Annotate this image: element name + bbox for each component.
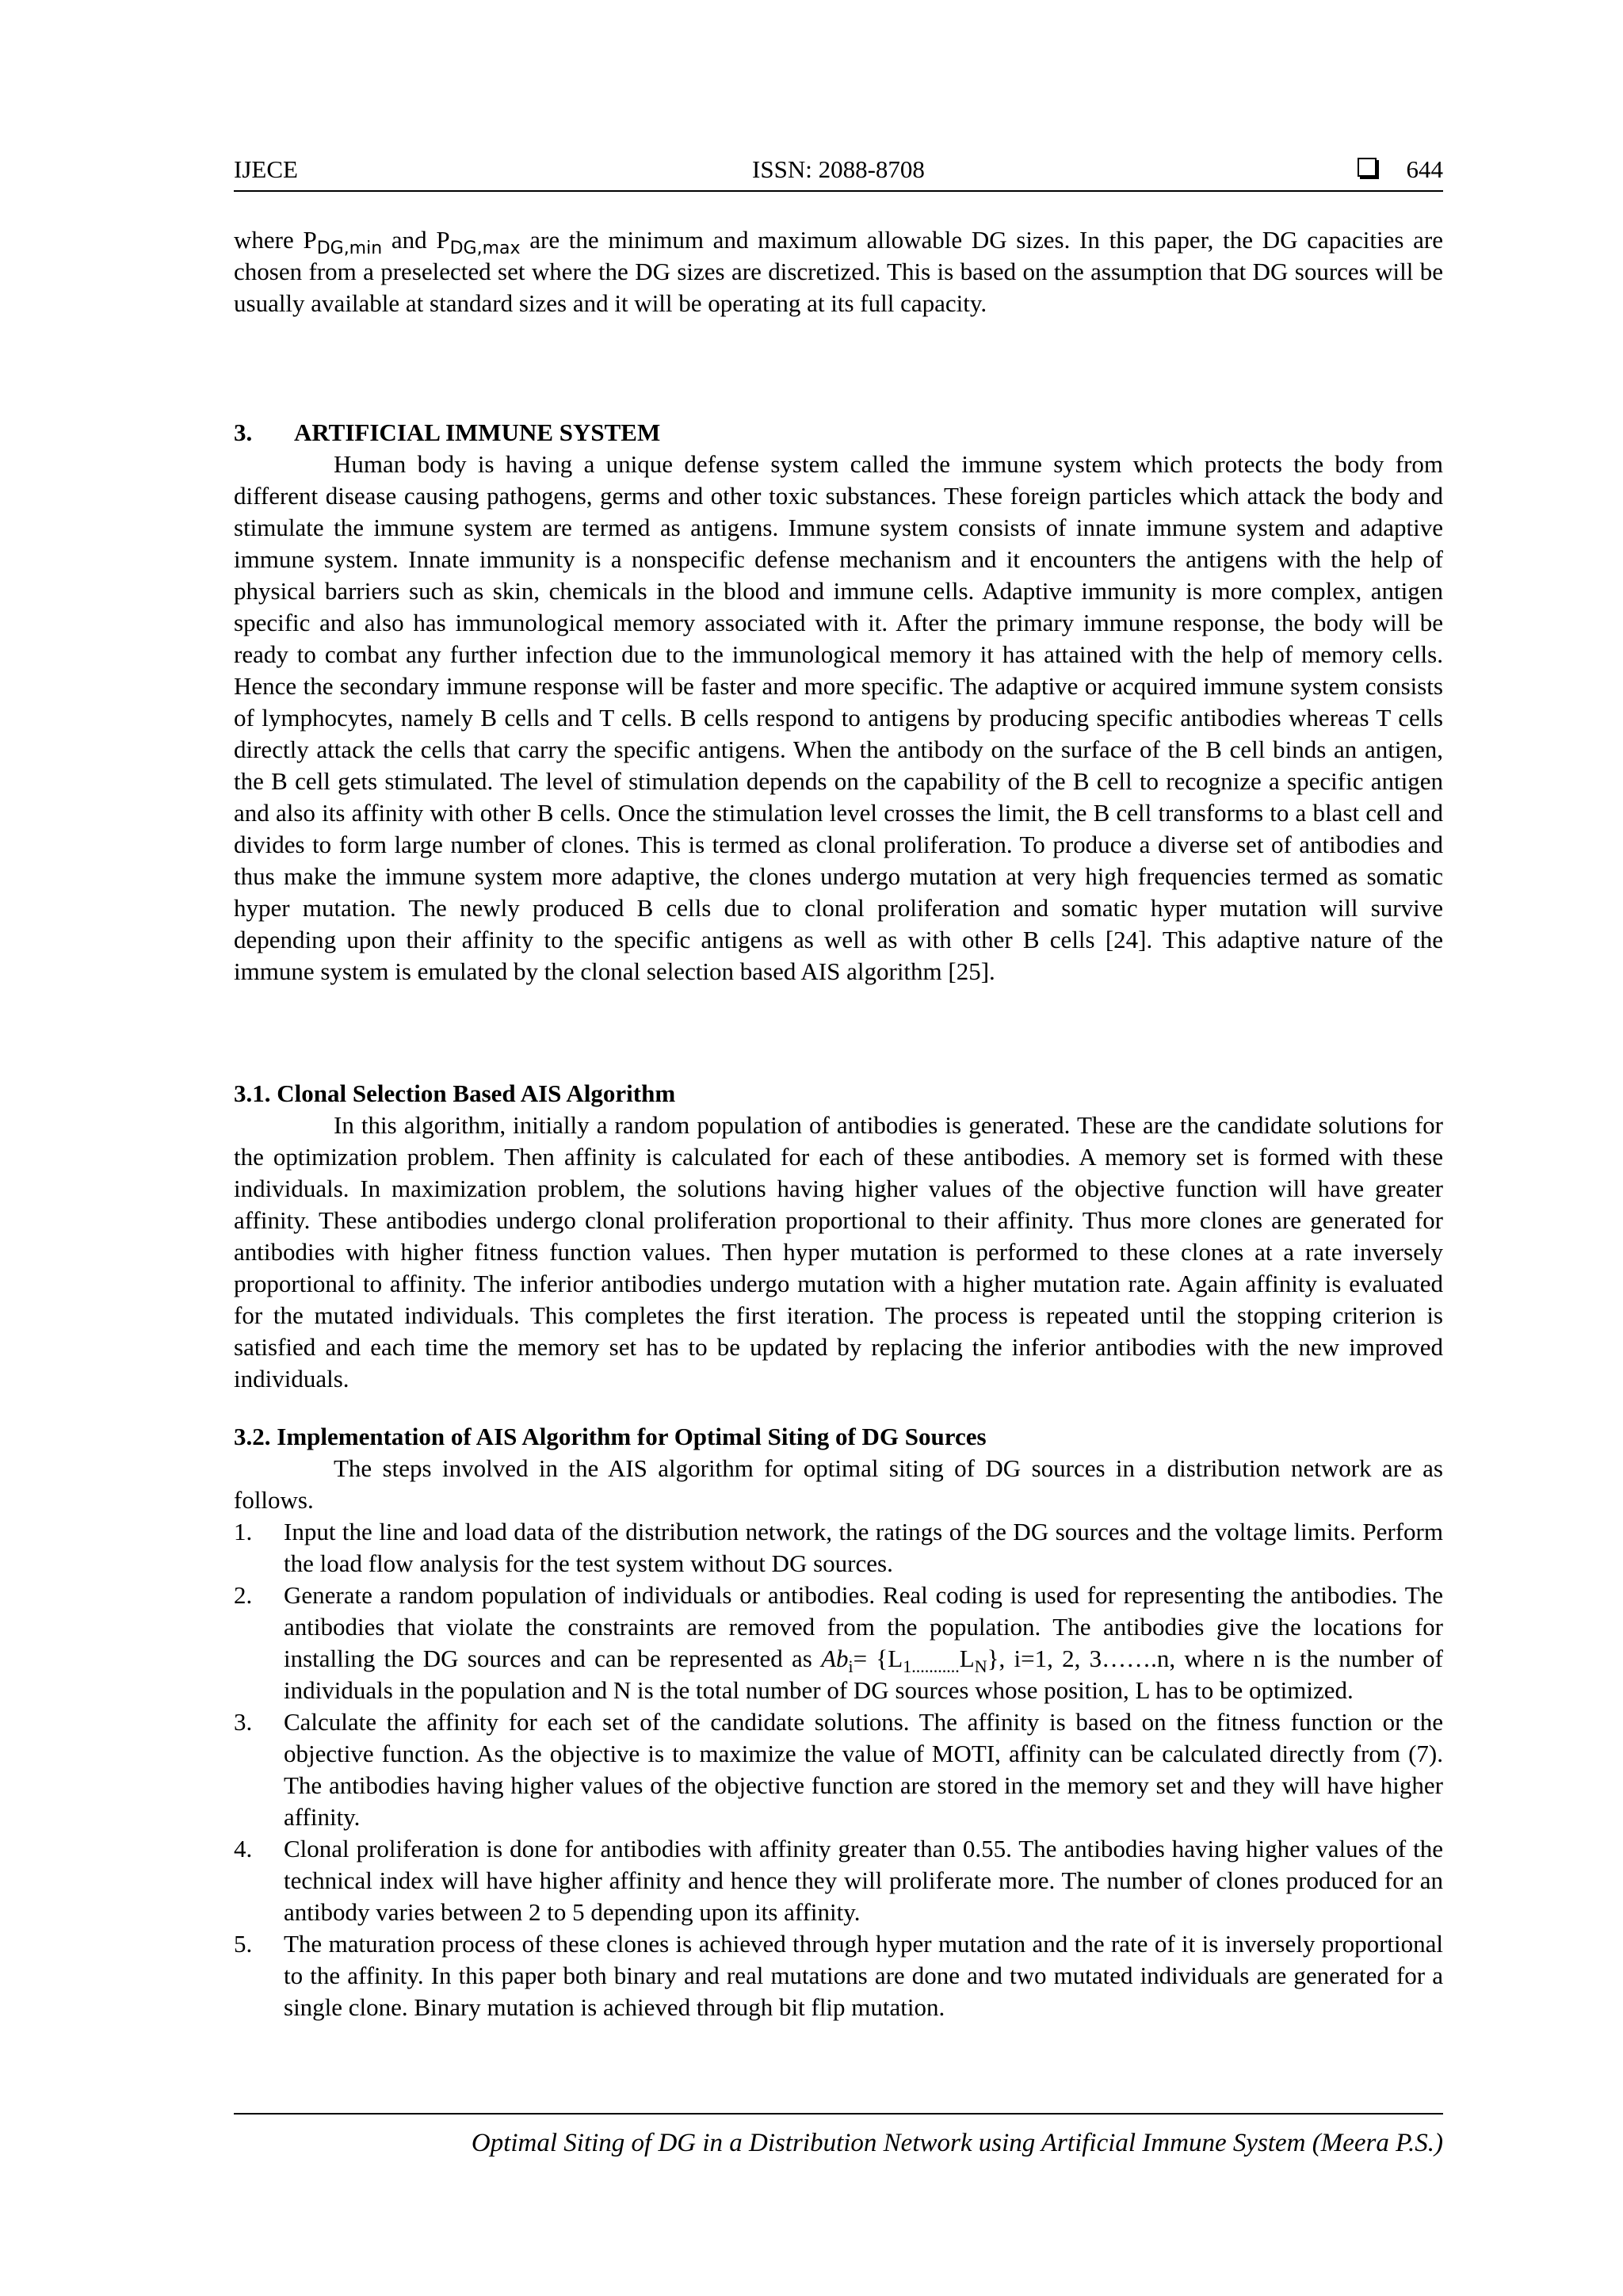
journal-name: IJECE xyxy=(234,155,298,183)
section-3-2-intro: The steps involved in the AIS algorithm for optimal siting of DG sources in a distribution network are as follows. xyxy=(234,1454,1443,1514)
intro-block xyxy=(234,224,1443,319)
page-header xyxy=(234,155,1443,192)
section-3-2 xyxy=(234,1421,1443,2023)
intro-paragraph: where $P_{DG,min}$ and $P_{DG,max}$ are the minimum and maximum allowable DG sizes. In this paper, the DG capacities are chosen from a preselected set where the DG sizes are discretized. This is based on the assumption that DG sources will be usually available at standard sizes and it will be operating at its full capacity. xyxy=(234,226,1443,317)
steps-list xyxy=(234,1516,1443,2023)
list-item: 1. Input the line and load data of the distribution network, the ratings of the DG sources and the voltage limits. Perform the load flow analysis for the test system without DG sources. xyxy=(234,1518,1443,1577)
subsection-title: 3.2. Implementation of AIS Algorithm for Optimal Siting of DG Sources xyxy=(234,1423,987,1450)
issn: ISSN: 2088-8708 xyxy=(752,155,925,183)
section-3-1 xyxy=(234,1078,1443,1395)
section-3-1-paragraph: In this algorithm, initially a random population of antibodies is generated. These are the candidate solutions for the optimization problem. Then affinity is calculated for each of these antibodies. A memory set is formed with these individuals. In maximization problem, the solutions having higher values of the objective function will have greater affinity. These antibodies undergo clonal proliferation proportional to their affinity. Thus more clones are generated for antibodies with higher fitness function values. Then hyper mutation is performed to these clones at a rate inversely proportional to affinity. The inferior antibodies undergo mutation with a higher mutation rate. Again affinity is evaluated for the mutated individuals. This completes the first iteration. The process is repeated until the stopping criterion is satisfied and each time the memory set has to be updated by replacing the inferior antibodies with the new improved individuals. xyxy=(234,1111,1443,1392)
list-item: 4. Clonal proliferation is done for antibodies with affinity greater than 0.55. The antibodies having higher values of the technical index will have higher affinity and hence they will proliferate more. The number of clones produced for an antibody varies between 2 to 5 depending upon its affinity. xyxy=(234,1835,1443,1926)
section-3-paragraph: Human body is having a unique defense system called the immune system which protects the body from different disease causing pathogens, germs and other toxic substances. These foreign particles which attack the body and stimulate the immune system are termed as antigens. Immune system consists of innate immune system and adaptive immune system. Innate immunity is a nonspecific defense mechanism and it encounters the antigens with the help of physical barriers such as skin, chemicals in the blood and immune cells. Adaptive immunity is more complex, antigen specific and also has immunological memory associated with it. After the primary immune response, the body will be ready to combat any further infection due to the immunological memory it has attained with the help of memory cells. Hence the secondary immune response will be faster and more specific. The adaptive or acquired immune system consists of lymphocytes, namely B cells and T cells. B cells respond to antigens by producing specific antibodies whereas T cells directly attack the cells that carry the specific antigens. When the antibody on the surface of the B cell binds an antigen, the B cell gets stimulated. The level of stimulation depends on the capability of the B cell to recognize a specific antigen and also its affinity with other B cells. Once the stimulation level crosses the limit, the B cell transforms to a blast cell and divides to form large number of clones. This is termed as clonal proliferation. To produce a diverse set of antibodies and thus make the immune system more adaptive, the clones undergo mutation at very high frequencies termed as somatic hyper mutation. The newly produced B cells due to clonal proliferation and somatic hyper mutation will survive depending upon their affinity to the specific antigens as well as with other B cells [24]. This adaptive nature of the immune system is emulated by the clonal selection based AIS algorithm [25]. xyxy=(234,450,1443,985)
list-item: 2. Generate a random population of individuals or antibodies. Real coding is used for representing the antibodies. The antibodies that violate the constraints are removed from the population. The antibodies give the locations for installing the DG sources and can be represented as $Ab_i= \{L_{1...........}L_N\}$, i=1, 2, 3…….n, where n is the number of individuals in the population and N is the total number of DG sources whose position, L has to be optimized. xyxy=(234,1581,1443,1704)
list-item: 5. The maturation process of these clones is achieved through hyper mutation and the rate of it is inversely proportional to the affinity. In this paper both binary and real mutations are done and two mutated individuals are generated for a single clone. Binary mutation is achieved through bit flip mutation. xyxy=(234,1930,1443,2021)
subsection-title: 3.1. Clonal Selection Based AIS Algorithm xyxy=(234,1079,676,1107)
section-3 xyxy=(234,417,1443,988)
page-number: 644 xyxy=(1406,155,1443,183)
list-item: 3. Calculate the affinity for each set of the candidate solutions. The affinity is based on the fitness function or the objective function. As the objective is to maximize the value of MOTI, affinity can be calculated directly from (7). The antibodies having higher values of the objective function are stored in the memory set and they will have higher affinity. xyxy=(234,1708,1443,1831)
section-title: 3. ARTIFICIAL IMMUNE SYSTEM xyxy=(234,418,661,446)
page-footer: Optimal Siting of DG in a Distribution Network using Artificial Immune System (Meera P.S.) xyxy=(234,2113,1443,2159)
page-number-group xyxy=(1358,155,1444,184)
checkbox-square-icon xyxy=(1358,158,1377,177)
